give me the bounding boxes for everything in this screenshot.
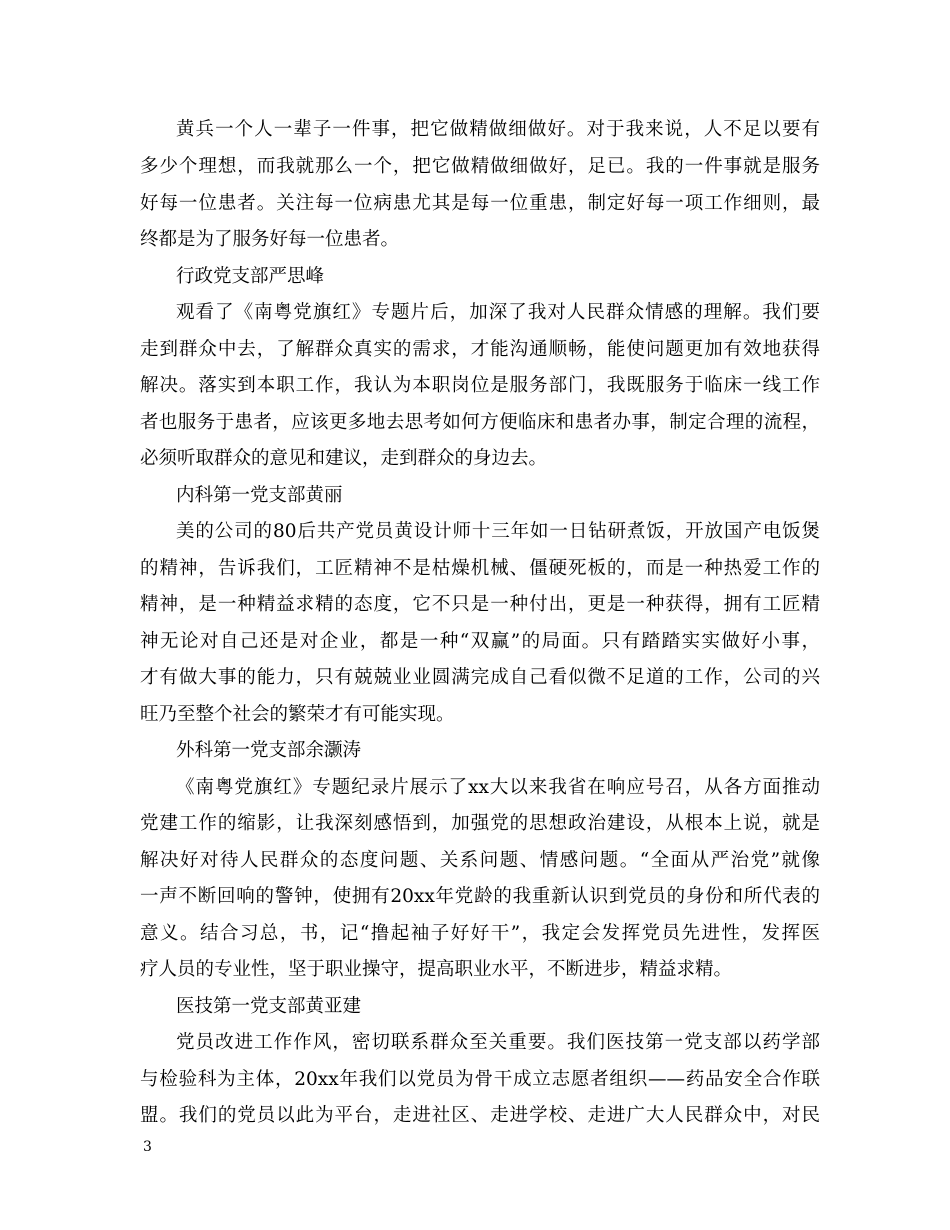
paragraph-line: 必须听取群众的意见和建议，走到群众的身边去。 xyxy=(140,448,548,469)
paragraph-line: 精神，是一种精益求精的态度，它不只是一种付出，更是一种获得，拥有工匠精 xyxy=(140,594,820,615)
paragraph-line: 一声不断回响的警钟，使拥有20xx年党龄的我重新认识到党员的身份和所代表的 xyxy=(140,886,820,907)
paragraph-line: 旺乃至整个社会的繁荣才有可能实现。 xyxy=(140,704,455,725)
paragraph-line: 终都是为了服务好每一位患者。 xyxy=(140,229,400,250)
paragraph-line: 者也服务于患者，应该更多地去思考如何方便临床和患者办事，制定合理的流程， xyxy=(140,412,820,433)
paragraph-line: 解决。落实到本职工作，我认为本职岗位是服务部门，我既服务于临床一线工作 xyxy=(140,375,820,396)
paragraph-line: 神无论对自己还是对企业，都是一种“双赢”的局面。只有踏踏实实做好小事， xyxy=(140,631,820,652)
paragraph-line: 美的公司的80后共产党员黄设计师十三年如一日钻研煮饭，开放国产电饭煲 xyxy=(176,521,820,542)
paragraph-line: 与检验科为主体，20xx年我们以党员为骨干成立志愿者组织——药品安全合作联 xyxy=(140,1069,820,1090)
author-heading: 行政党支部严思峰 xyxy=(176,266,325,287)
paragraph-line: 意义。结合习总，书，记“撸起袖子好好干”，我定会发挥党员先进性，发挥医 xyxy=(140,923,820,944)
author-heading: 医技第一党支部黄亚建 xyxy=(176,996,362,1017)
author-heading: 外科第一党支部余灏涛 xyxy=(176,740,362,761)
author-heading: 内科第一党支部黄丽 xyxy=(176,485,343,506)
paragraph-line: 才有做大事的能力，只有兢兢业业圆满完成自己看似微不足道的工作，公司的兴 xyxy=(140,667,820,688)
paragraph-line: 多少个理想，而我就那么一个，把它做精做细做好，足已。我的一件事就是服务 xyxy=(140,156,820,177)
paragraph-line: 的精神，告诉我们，工匠精神不是枯燥机械、僵硬死板的，而是一种热爱工作的 xyxy=(140,558,820,579)
paragraph-line: 好每一位患者。关注每一位病患尤其是每一位重患，制定好每一项工作细则，最 xyxy=(140,193,820,214)
paragraph-line: 解决好对待人民群众的态度问题、关系问题、情感问题。“全面从严治党”就像 xyxy=(140,850,820,871)
paragraph-line: 党员改进工作作风，密切联系群众至关重要。我们医技第一党支部以药学部 xyxy=(176,1032,820,1053)
paragraph-line: 党建工作的缩影，让我深刻感悟到，加强党的思想政治建设，从根本上说，就是 xyxy=(140,813,820,834)
page-number: 3 xyxy=(143,1139,152,1155)
paragraph-line: 走到群众中去，了解群众真实的需求，才能沟通顺畅，能使问题更加有效地获得 xyxy=(140,339,820,360)
paragraph-line: 黄兵一个人一辈子一件事，把它做精做细做好。对于我来说，人不足以要有 xyxy=(176,119,820,140)
paragraph-line: 盟。我们的党员以此为平台，走进社区、走进学校、走进广大人民群众中，对民 xyxy=(140,1105,820,1126)
paragraph-line: 疗人员的专业性，坚于职业操守，提高职业水平，不断进步，精益求精。 xyxy=(140,959,733,980)
paragraph-line: 观看了《南粤党旗红》专题片后，加深了我对人民群众情感的理解。我们要 xyxy=(176,302,820,323)
paragraph-line: 《南粤党旗红》专题纪录片展示了xx大以来我省在响应号召，从各方面推动 xyxy=(176,777,820,798)
